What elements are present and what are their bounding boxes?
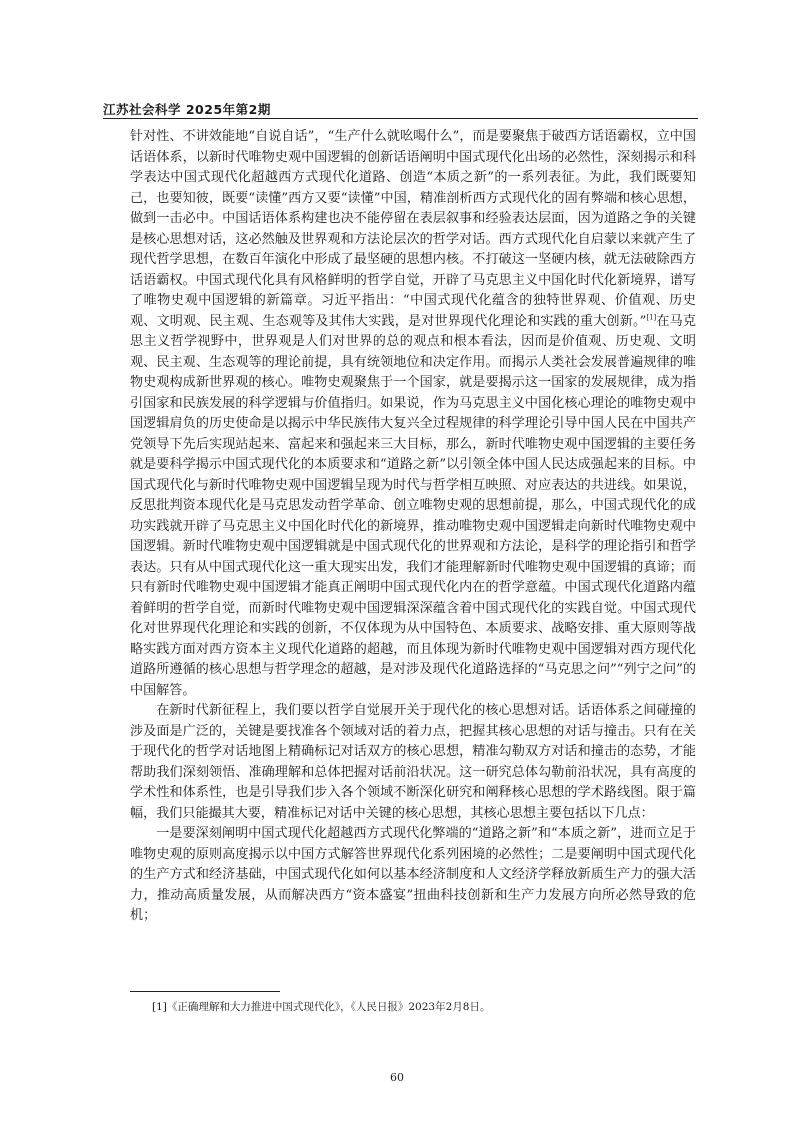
footnote-ref-1[interactable]: [1] <box>646 313 657 322</box>
paragraph-1-text-b: 在马克思主义哲学视野中，世界观是人们对世界的总的观点和根本看法，因而是价值观、历史观、文明观、民主观、生态观等的理论前提，具有统领地位和决定作用。而揭示人类社会发展普遍规律的唯物史观构成新世界观的核心。唯物史观聚焦于一个国家，就是要揭示这一国家的发展规律，成为指引国家和民族发展的科学逻辑与价值指归。如果说，作为马克思主义中国化核心理论的唯物史观中国逻辑肩负的历史使命是以揭示中华民族伟大复兴全过程规律的科学理论引导中国人民在中国共产党领导下先后实现站起来、富起来和强起来三大目标，那么，新时代唯物史观中国逻辑的主要任务就是要科学揭示中国式现代化的本质要求和“道路之新”以引领全体中国人民达成强起来的目标。中国式现代化与新时代唯物史观中国逻辑呈现为时代与哲学相互映照、对应表达的共进线。如果说，反思批判资本现代化是马克思发动哲学革命、创立唯物史观的思想前提，那么，中国式现代化的成功实践就开辟了马克思主义中国化时代化的新境界，推动唯物史观中国逻辑走向新时代唯物史观中国逻辑。新时代唯物史观中国逻辑就是中国式现代化的世界观和方法论，是科学的理论指引和哲学表达。只有从中国式现代化这一重大现实出发，我们才能理解新时代唯物史观中国逻辑的真谛；而只有新时代唯物史观中国逻辑才能真正阐明中国式现代化内在的哲学意蕴。中国式现代化道路内蕴着鲜明的哲学自觉，而新时代唯物史观中国逻辑深深蕴含着中国式现代化的实践自觉。中国式现代化对世界现代化理论和实践的创新，不仅体现为从中国特色、本质要求、战略安排、重大原则等战略实践方面对西方资本主义现代化道路的超越，而且体现为新时代唯物史观中国逻辑对西方现代化道路所遵循的核心思想与哲学理念的超越，是对涉及现代化道路选择的“马克思之问”“列宁之问”的中国解答。 <box>130 313 696 698</box>
paragraph-3: 一是要深刻阐明中国式现代化超越西方式现代化弊端的“道路之新”和“本质之新”，进而立足于唯物史观的原则高度揭示以中国方式解答世界现代化系列困境的必然性；二是要阐明中国式现代化的生产方式和经济基础，中国式现代化如何以基本经济制度和人文经济学释放新质生产力的强大活力，推动高质量发展，从而解决西方“资本盛宴”扭曲科技创新和生产力发展方向所必然导致的危机； <box>130 826 696 923</box>
footnote-1: [1]《正确理解和大力推进中国式现代化》，《人民日报》2023年2月8日。 <box>152 1001 491 1013</box>
paragraph-2: 在新时代新征程上，我们要以哲学自觉展开关于现代化的核心思想对话。话语体系之间碰撞的涉及面是广泛的，关键是要找准各个领域对话的着力点，把握其核心思想的对话与撞击。只有在关于现代化的哲学对话地图上精确标记对话双方的核心思想，精准勾勒双方对话和撞击的态势，才能帮助我们深刻领悟、准确理解和总体把握对话前沿状况。这一研究总体勾勒前沿状况，具有高度的学术性和体系性，也是引导我们步入各个领域不断深化研究和阐释核心思想的学术路线图。限于篇幅，我们只能撮其大要，精准标记对话中关键的核心思想，其核心思想主要包括以下几点： <box>130 703 696 821</box>
footnote-rule <box>130 991 280 992</box>
body-text <box>130 127 696 927</box>
paragraph-1-text-a: 针对性、不讲效能地“自说自话”，“生产什么就吆喝什么”，而是要聚焦于破西方话语霸权，立中国话语体系，以新时代唯物史观中国逻辑的创新话语阐明中国式现代化出场的必然性，深刻揭示和科学表达中国式现代化超越西方式现代化道路、创造“本质之新”的一系列表征。为此，我们既要知己，也要知彼，既要“读懂”西方又要“读懂”中国，精准剖析西方式现代化的固有弊端和核心思想，做到一击必中。中国话语体系构建也决不能停留在表层叙事和经验表达层面，因为道路之争的关键是核心思想对话，这必然触及世界观和方法论层次的哲学对话。西方式现代化自启蒙以来就产生了现代哲学思想，在数百年演化中形成了最坚硬的思想内核。不打破这一坚硬内核，就无法破除西方话语霸权。中国式现代化具有风格鲜明的哲学自觉，开辟了马克思主义中国化时代化新境界，谱写了唯物史观中国逻辑的新篇章。习近平指出：“中国式现代化蕴含的独特世界观、价值观、历史观、文明观、民主观、生态观等及其伟大实践，是对世界现代化理论和实践的重大创新。” <box>130 129 696 329</box>
running-head: 江苏社会科学 2025年第2期 <box>103 102 271 117</box>
page-number: 60 <box>390 1071 404 1084</box>
header-rule <box>103 118 698 119</box>
paragraph-1 <box>130 127 696 701</box>
